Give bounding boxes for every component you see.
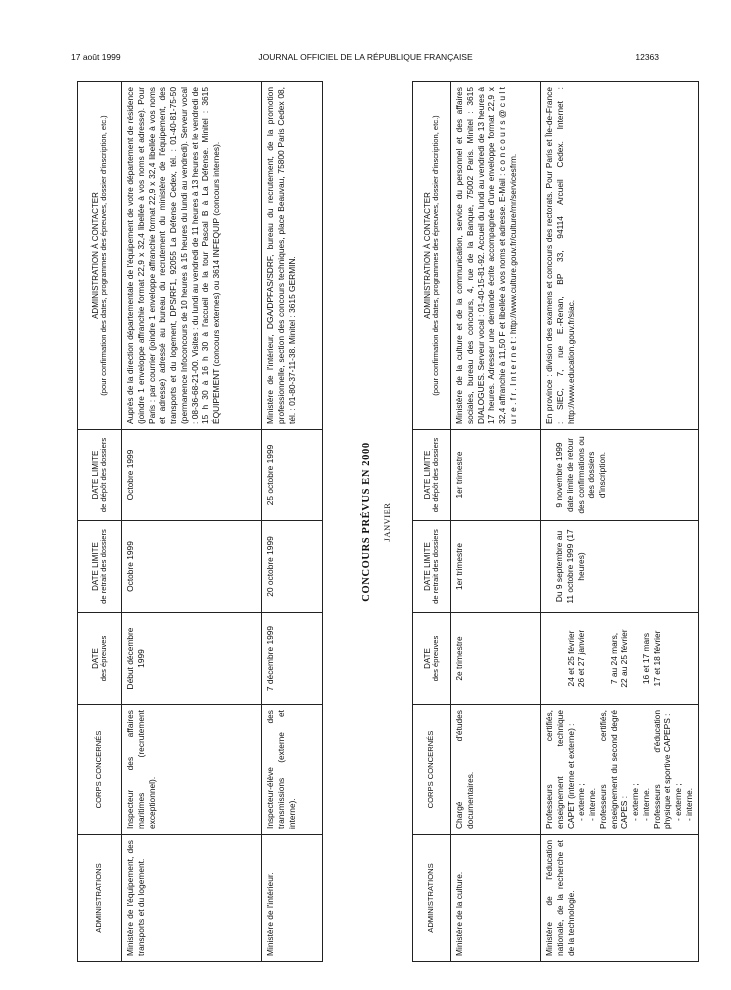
cell-corps: Inspecteur-élève des transmissions (externe et interne). bbox=[262, 705, 323, 835]
cell-date-epreuves: Début décembre 1999 bbox=[122, 613, 262, 705]
corps-capet-externe: - externe ; bbox=[576, 783, 587, 821]
corps-capeps-interne: - interne. bbox=[683, 787, 694, 821]
col-header-date-depot: DATE LIMITE de dépôt des dossiers bbox=[78, 430, 122, 521]
col-header-date-retrait: DATE LIMITE de retrait des dossiers bbox=[78, 521, 122, 613]
cell-date-epreuves: 7 décembre 1999 bbox=[262, 613, 323, 705]
cell-corps: Chargé d'études documentaires. bbox=[451, 705, 541, 835]
cell-date-depot bbox=[541, 430, 699, 521]
cell-date-depot: 1er trimestre bbox=[451, 430, 541, 521]
date-depot-text: 9 novembre 1999 date limite de retour des confirmations ou des dossiers d'inscription. bbox=[554, 436, 607, 514]
table-header-row bbox=[413, 82, 451, 962]
journal-title: JOURNAL OFFICIEL DE LA RÉPUBLIQUE FRANÇAISE bbox=[258, 52, 473, 62]
date-retrait-text: Du 9 septembre au 11 octobre 1999 (17 heures) bbox=[554, 529, 586, 604]
date-capeps-interne: 17 et 18 février bbox=[651, 630, 662, 687]
cell-contact: Auprès de la direction départementale de l'équipement de votre département de résidence (joindre 1 enveloppe affranchie format 22,9 x 32,4 libellée à vos noms et adresse). Pour Paris : par courrier (joindre 1 enveloppe affranchie format 22,9 x 32,4 libellée à vos noms et adresse) adressé au bureau du recrutement du ministère de l'équipement, des transports et du logement, DPS/RF1, 92055 La Défense Cedex, tél. : 01-40-81-75-50 (permanence Infoconcours de 10 heures à 15 heures du lundi au vendredi). Serveur vocal : 08-36-68-21-00. Visites : du lundi au vendredi de 11 heures à 13 heures et le vendredi de 15 h 30 à 16 h 30 à l'accueil de la tour Pascal B à La Défense. Minitel : 3615 ÉQUIPEMENT (concours externes) ou 3614 INFEQUIP (concours internes). bbox=[122, 82, 262, 430]
cell-administration: Ministère de la culture. bbox=[451, 835, 541, 962]
corps-capeps-externe: - externe ; bbox=[673, 783, 683, 821]
date-capes-externe: 7 au 24 mars, bbox=[608, 632, 619, 685]
rotated-page-content bbox=[77, 82, 694, 962]
cell-contact: Ministère de la culture et de la communication, service du personnel et des affaires sociales, bureau des concours, 4, rue de la Banque, 75002 Paris. Minitel : 3615 DIALOGUES. Serveur vocal : 01-40-15-81-92. Accueil du lundi au vendredi de 13 heures à 17 heures. Adresser une demande écrite accompagnée d'une enveloppe format 22,9 x 32,4 affranchie à 11,50 F et libellée à vos noms et adresse. E-Mail : c o n c o u r s @ c u l t u r e . f r . I n t e r n e t : http://www.culture.gouv.fr/culture/mr/servicesfrm. bbox=[451, 82, 541, 430]
col-header-corps: CORPS CONCERNÉS bbox=[413, 705, 451, 835]
section-month: JANVIER bbox=[382, 502, 392, 542]
cell-administration: Ministère de l'éducation nationale, de la recherche et de la technologie. bbox=[541, 835, 699, 962]
col-header-date-retrait: DATE LIMITE de retrait des dossiers bbox=[413, 521, 451, 613]
cell-date-depot: Octobre 1999 bbox=[122, 430, 262, 521]
col-header-corps: CORPS CONCERNÉS bbox=[78, 705, 122, 835]
corps-capes-interne: - interne. bbox=[640, 787, 651, 821]
section-title: CONCOURS PRÉVUS EN 2000 bbox=[361, 442, 372, 602]
concours-table-2000 bbox=[412, 81, 699, 962]
date-capeps-externe: 16 et 17 mars bbox=[640, 632, 651, 685]
table-row bbox=[451, 82, 541, 962]
header-date: 17 août 1999 bbox=[71, 52, 121, 62]
corps-capes: Professeurs certifiés, enseignement du second degré CAPES : bbox=[597, 710, 630, 829]
cell-date-epreuves bbox=[541, 613, 699, 705]
col-header-date-epreuves: DATE des épreuves bbox=[413, 613, 451, 705]
cell-date-depot: 25 octobre 1999 bbox=[262, 430, 323, 521]
cell-date-epreuves: 2e trimestre bbox=[451, 613, 541, 705]
table-header-row bbox=[78, 82, 122, 962]
cell-date-retrait: 20 octobre 1999 bbox=[262, 521, 323, 613]
col-header-date-depot: DATE LIMITE de dépôt des dossiers bbox=[413, 430, 451, 521]
col-header-date-epreuves: DATE des épreuves bbox=[78, 613, 122, 705]
table-row bbox=[122, 82, 262, 962]
cell-contact: En province : division des examens et concours des rectorats. Pour Paris et Île-de-France : SIEC, 7, rue E.-Renan, BP 33, 94114 Arcueil Cedex. Internet : http://www.education.gouv.fr/siac. bbox=[541, 82, 699, 430]
cell-date-retrait: 1er trimestre bbox=[451, 521, 541, 613]
cell-corps: Inspecteur des affaires maritimes (recrutement exceptionnel). bbox=[122, 705, 262, 835]
concours-table-1999 bbox=[77, 81, 323, 962]
cell-administration: Ministère de l'intérieur. bbox=[262, 835, 323, 962]
cell-corps bbox=[541, 705, 699, 835]
date-capet-interne: 26 et 27 janvier bbox=[576, 629, 587, 688]
cell-contact: Ministère de l'intérieur, DGA/DPFAS/SDRF, bureau du recrutement, de la promotion professionnelle, section des concours techniques, place Beauvau, 75800 Paris Cedex 08, tél. : 01-80-37-11-38. Minitel : 3615 GERMIN. bbox=[262, 82, 323, 430]
cell-administration: Ministère de l'équipement, des transports et du logement. bbox=[122, 835, 262, 962]
table-row bbox=[262, 82, 323, 962]
page-number: 12363 bbox=[635, 52, 659, 62]
table-row bbox=[541, 82, 699, 962]
cell-date-retrait: Octobre 1999 bbox=[122, 521, 262, 613]
date-capes-interne: 22 au 25 février bbox=[619, 629, 630, 688]
corps-capet-interne: - interne. bbox=[587, 787, 597, 821]
col-header-administrations: ADMINISTRATIONS bbox=[78, 835, 122, 962]
col-header-contact: ADMINISTRATION À CONTACTER (pour confirmation des dates, programmes des épreuves, dossier d'inscription, etc.) bbox=[78, 82, 122, 430]
corps-capet: Professeurs certifiés, enseignement technique CAPET (interne et externe) : bbox=[544, 710, 576, 829]
cell-date-retrait bbox=[541, 521, 699, 613]
date-capet-externe: 24 et 25 février bbox=[565, 630, 576, 687]
corps-capes-externe: - externe ; bbox=[630, 783, 640, 821]
corps-capeps: Professeurs d'éducation physique et sportive CAPEPS : bbox=[651, 710, 673, 829]
col-header-contact: ADMINISTRATION À CONTACTER (pour confirmation des dates, programmes des épreuves, dossier d'inscription, etc.) bbox=[413, 82, 451, 430]
col-header-administrations: ADMINISTRATIONS bbox=[413, 835, 451, 962]
